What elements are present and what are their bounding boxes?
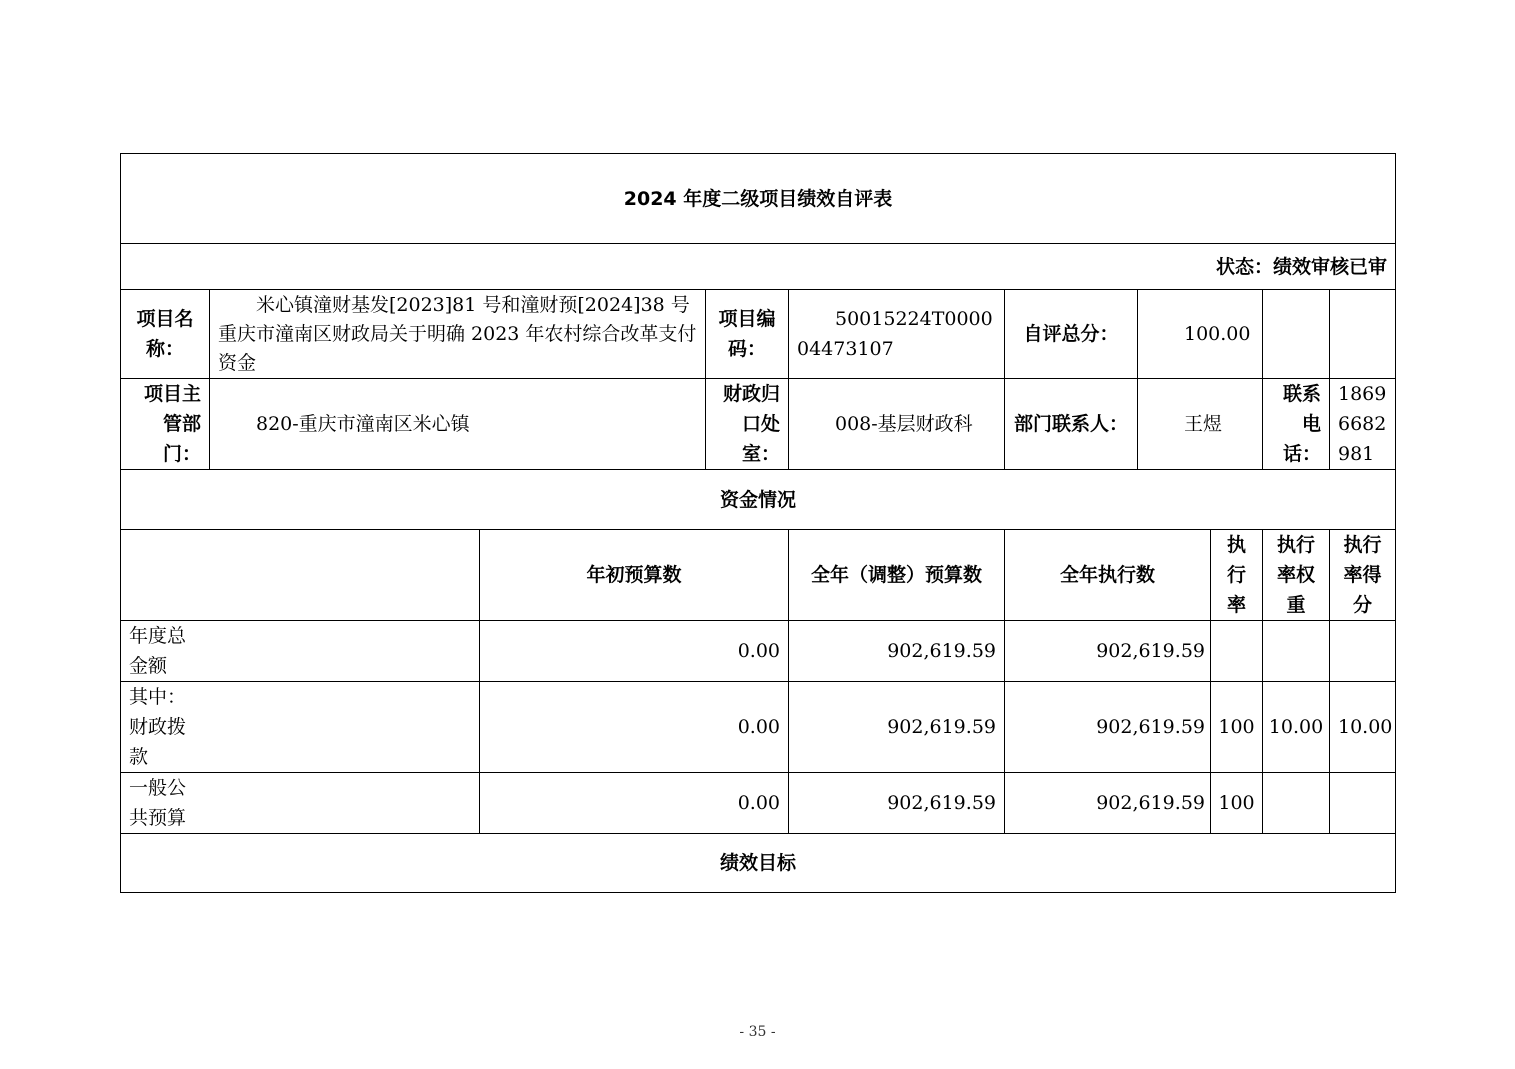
department-value: 820-重庆市潼南区米心镇 bbox=[210, 379, 706, 470]
project-code-label: 项目编码： bbox=[706, 290, 789, 379]
rate-weight-cell bbox=[1263, 773, 1330, 834]
execution-rate-cell: 100 bbox=[1211, 682, 1263, 773]
adjusted-budget-cell: 902,619.59 bbox=[789, 682, 1005, 773]
self-score-value: 100.00 bbox=[1138, 290, 1263, 379]
project-code-value: 50015224T000004473107 bbox=[789, 290, 1005, 379]
rate-weight-cell: 10.00 bbox=[1263, 682, 1330, 773]
row-label: 一般公共预算 bbox=[129, 777, 187, 829]
rate-score-cell bbox=[1330, 773, 1396, 834]
rate-score-cell bbox=[1330, 621, 1396, 682]
empty-cell bbox=[1330, 290, 1396, 379]
execution-rate-cell bbox=[1211, 621, 1263, 682]
finance-office-value: 008-基层财政科 bbox=[789, 379, 1005, 470]
executed-amount-cell: 902,619.59 bbox=[1005, 682, 1211, 773]
status-text: 状态：绩效审核已审 bbox=[121, 244, 1396, 290]
rate-weight-cell bbox=[1263, 621, 1330, 682]
adjusted-budget-cell: 902,619.59 bbox=[789, 621, 1005, 682]
performance-evaluation-table bbox=[120, 153, 1396, 893]
contact-person-value: 王煜 bbox=[1138, 379, 1263, 470]
page-number: - 35 - bbox=[739, 1024, 776, 1040]
table-row bbox=[121, 682, 1396, 773]
executed-amount-cell: 902,619.59 bbox=[1005, 621, 1211, 682]
table-row bbox=[121, 773, 1396, 834]
finance-office-label: 财政归口处室： bbox=[706, 379, 789, 470]
execution-rate-header: 执行率 bbox=[1211, 530, 1263, 621]
adjusted-budget-cell: 902,619.59 bbox=[789, 773, 1005, 834]
phone-value: 18696682981 bbox=[1330, 379, 1396, 470]
goals-section-title: 绩效目标 bbox=[121, 834, 1396, 893]
initial-budget-cell: 0.00 bbox=[480, 621, 789, 682]
project-name-value: 米心镇潼财基发[2023]81 号和潼财预[2024]38 号重庆市潼南区财政局关于明确 2023 年农村综合改革支付资金 bbox=[210, 290, 706, 379]
initial-budget-cell: 0.00 bbox=[480, 773, 789, 834]
rate-score-header: 执行率得分 bbox=[1330, 530, 1396, 621]
empty-cell bbox=[1263, 290, 1330, 379]
execution-rate-cell: 100 bbox=[1211, 773, 1263, 834]
adjusted-budget-header: 全年（调整）预算数 bbox=[789, 530, 1005, 621]
initial-budget-cell: 0.00 bbox=[480, 682, 789, 773]
department-label: 项目主管部门： bbox=[121, 379, 210, 470]
self-score-label: 自评总分： bbox=[1005, 290, 1138, 379]
phone-label: 联系电话： bbox=[1263, 379, 1330, 470]
table-row bbox=[121, 621, 1396, 682]
initial-budget-header: 年初预算数 bbox=[480, 530, 789, 621]
rate-weight-header: 执行率权重 bbox=[1263, 530, 1330, 621]
page-title: 2024 年度二级项目绩效自评表 bbox=[121, 154, 1396, 244]
row-label: 其中：财政拨款 bbox=[129, 686, 187, 768]
empty-header-cell bbox=[121, 530, 480, 621]
funds-section-title: 资金情况 bbox=[121, 470, 1396, 530]
executed-amount-header: 全年执行数 bbox=[1005, 530, 1211, 621]
project-name-label: 项目名称： bbox=[121, 290, 210, 379]
contact-person-label: 部门联系人： bbox=[1005, 379, 1138, 470]
rate-score-cell: 10.00 bbox=[1330, 682, 1396, 773]
row-label: 年度总金额 bbox=[129, 625, 187, 677]
executed-amount-cell: 902,619.59 bbox=[1005, 773, 1211, 834]
